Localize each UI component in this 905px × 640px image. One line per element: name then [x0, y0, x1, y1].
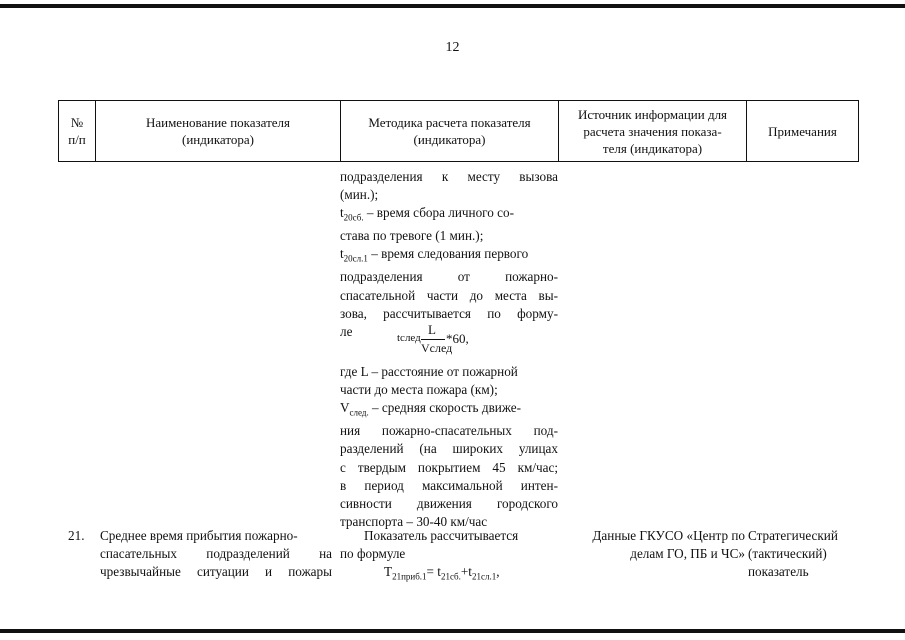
row21-note: Стратегический (тактический) показатель [748, 528, 838, 580]
header-method: Методика расчета показателя (индикатора) [341, 101, 559, 161]
row21-number: 21. [68, 528, 85, 543]
top-rule [0, 4, 905, 8]
table-header [58, 100, 859, 162]
row21-formula: $T_{21приб.1}= t_{21сб.}+t_{21сл.1}$, [384, 564, 500, 583]
header-num: № п/п [59, 101, 96, 161]
header-name: Наименование показателя (индикатора) [96, 101, 341, 161]
speed-formula: tслед L Vслед *60, [397, 322, 469, 355]
method-continuation-top: подразделения к месту вызова (мин.); $t_{20сб.}$ – время сбора личного со- става по тревоге (1 мин.); $t_{20сл.1}$ – время следования первого подразделения от пожарно- спасательной части до места вы- зова, рассчитывается по форму- ле [340, 169, 558, 339]
row21-source: Данные ГКУСО «Центр по делам ГО, ПБ и ЧС» [592, 528, 745, 562]
method-continuation-bottom: где L – расстояние от пожарной части до места пожара (км); $V_{след.}$ – средняя скорость движе- ния пожарно-спасательных под- разделений (на широких улицах с твердым покрытием 45 км/час; в период максимальной интен- сивности движения городского транспорта – 30-40 км/час [340, 364, 558, 530]
header-source: Источник информации для расчета значения показа- теля (индикатора) [559, 101, 747, 161]
row21-method: Показатель рассчитывается по формуле $T_{21приб.1}= t_{21сб.}+t_{21сл.1}$, [340, 527, 560, 586]
header-notes: Примечания [768, 123, 837, 139]
page-number: 12 [445, 40, 460, 55]
bottom-rule [0, 629, 905, 633]
row21-name: Среднее время прибытия пожарно- спасательных подразделений на чрезвычайные ситуации и пожары [100, 528, 332, 580]
